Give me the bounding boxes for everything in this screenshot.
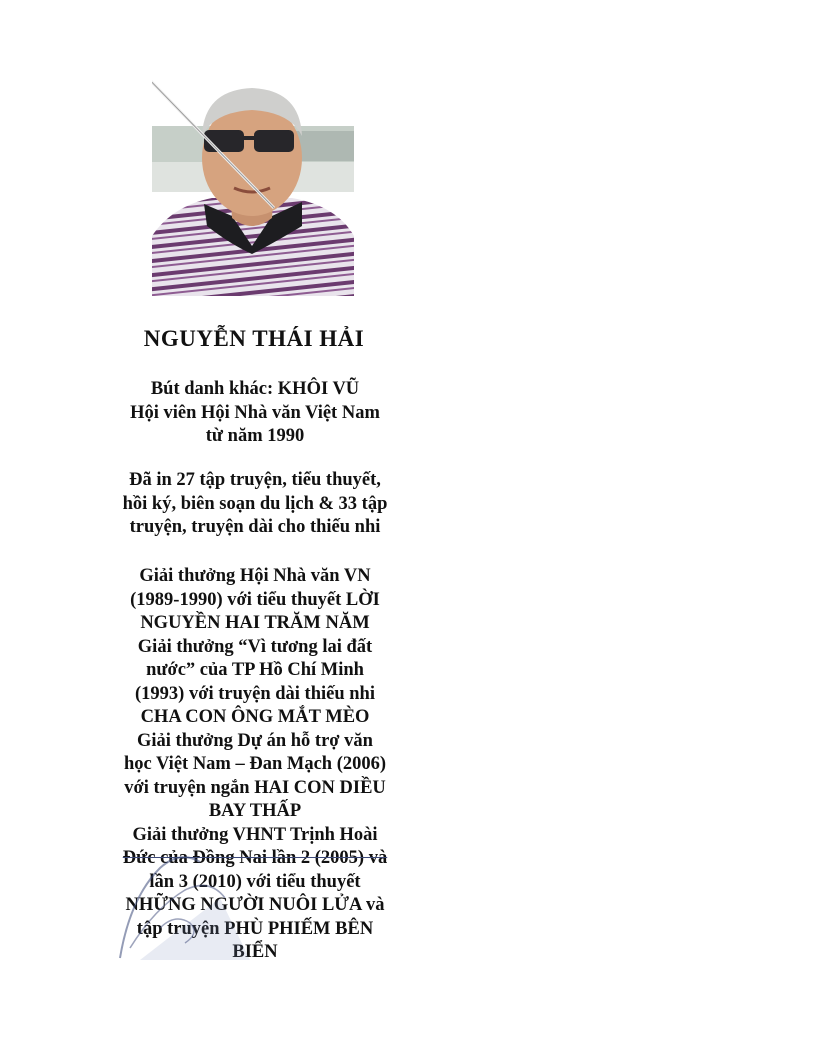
bio-awards-block (90, 565, 420, 965)
bio-line: truyện, truyện dài cho thiếu nhi (129, 517, 381, 537)
bio-line: BAY THẤP (208, 801, 302, 821)
bio-publications-block (90, 469, 420, 540)
bio-line: lần 3 (2010) với tiểu thuyết (149, 871, 361, 892)
author-portrait-photo (152, 76, 354, 296)
bio-line: NHỮNG NGƯỜI NUÔI LỬA và (125, 895, 385, 915)
bio-line: NGUYỀN HAI TRĂM NĂM (140, 613, 370, 633)
bio-pen-name-block (90, 378, 420, 449)
bio-line: Giải thưởng Hội Nhà văn VN (139, 566, 371, 586)
bio-line: tập truyện PHÙ PHIẾM BÊN (136, 918, 374, 939)
bio-line: hồi ký, biên soạn du lịch & 33 tập (122, 493, 388, 514)
bio-line: Giải thưởng Dự án hỗ trợ văn (137, 730, 373, 751)
bio-line: Đã in 27 tập truyện, tiểu thuyết, (129, 470, 381, 490)
bio-line: Giải thưởng VHNT Trịnh Hoài (132, 824, 378, 845)
bio-line: Bút danh khác: KHÔI VŨ (150, 379, 360, 399)
bio-line: CHA CON ÔNG MẮT MÈO (140, 707, 370, 727)
bio-line: Đức của Đồng Nai lần 2 (2005) và (122, 848, 388, 868)
bio-line: từ năm 1990 (205, 426, 305, 446)
bio-line: (1989-1990) với tiểu thuyết LỜI (130, 589, 380, 610)
bio-line: với truyện ngắn HAI CON DIỀU (124, 777, 386, 798)
bio-line: Hội viên Hội Nhà văn Việt Nam (130, 402, 380, 423)
author-name: NGUYỄN THÁI HẢI (143, 326, 365, 351)
bio-line: học Việt Nam – Đan Mạch (2006) (123, 754, 387, 774)
bio-line: Giải thưởng “Vì tương lai đất (137, 636, 373, 657)
bio-line: nước” của TP Hồ Chí Minh (146, 660, 364, 680)
bio-line: (1993) với truyện dài thiếu nhi (135, 683, 375, 704)
bio-line: BIỂN (232, 942, 278, 962)
